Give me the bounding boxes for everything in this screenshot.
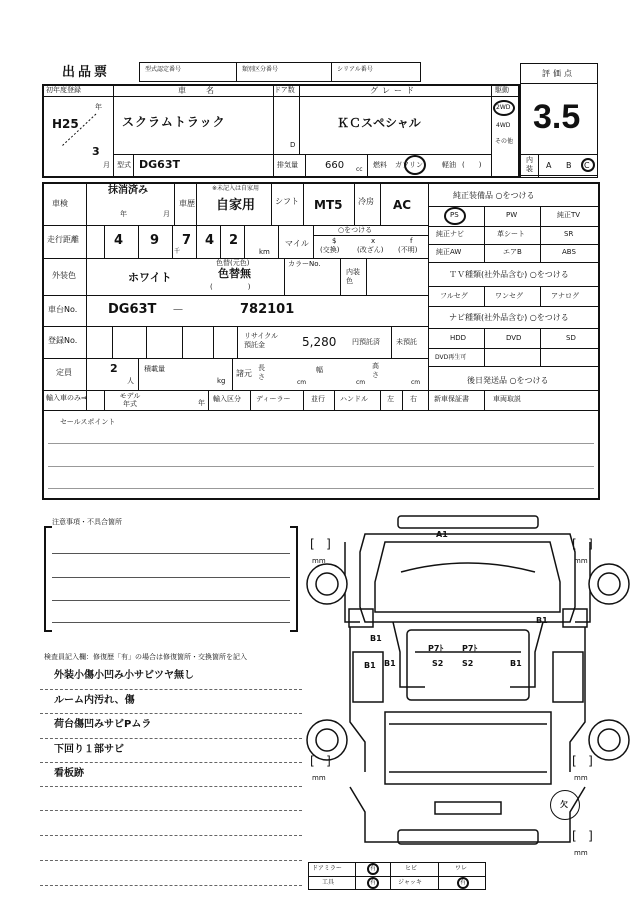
note-line-3: 荷台傷凹みサビPムラ bbox=[54, 719, 152, 730]
fuel-gasoline-circle bbox=[404, 155, 426, 175]
class-number-label: 類別区分番号 bbox=[242, 66, 279, 73]
displacement: 660 bbox=[325, 160, 345, 171]
damage-mark-s2-left: S2 bbox=[432, 659, 444, 668]
navi-title: ナビ種類(社外品含む) ○をつける bbox=[449, 313, 569, 322]
mileage-digit-2: 9 bbox=[150, 233, 160, 248]
chassis-number: 782101 bbox=[240, 302, 295, 317]
note-line-5: 看板跡 bbox=[54, 768, 84, 779]
inspection-value: 抹消済み bbox=[108, 185, 148, 196]
interior-grade-c: C bbox=[584, 161, 590, 170]
options-title: 純正装備品 ○をつける bbox=[453, 191, 535, 200]
damage-mark-b1-left: B1 bbox=[370, 634, 382, 643]
damage-mark-p7-right: P7ﾄ bbox=[462, 644, 478, 653]
damage-mark-a1: A1 bbox=[436, 530, 448, 539]
chassis-prefix: DG63T bbox=[108, 302, 157, 317]
damage-mark-b1-left-low: B1 bbox=[364, 661, 376, 670]
model-code: DG63T bbox=[139, 158, 180, 171]
color-label: 外装色 bbox=[52, 271, 76, 280]
inspection-label: 車検 bbox=[52, 199, 68, 208]
note-line-1: 外装小傷小凹み小サビツヤ無し bbox=[54, 670, 194, 681]
spare-missing-mark: 欠 bbox=[560, 800, 568, 809]
after-ship-title: 後日発送品 ○をつける bbox=[467, 376, 549, 385]
sales-points-label: セールスポイント bbox=[60, 418, 116, 426]
first-reg-era: H25 bbox=[52, 117, 79, 131]
first-registration-label: 初年度登録 bbox=[46, 86, 81, 94]
note-line-4: 下回り１部サビ bbox=[54, 744, 124, 755]
first-reg-month: 3 bbox=[92, 145, 100, 158]
shift-value: MT5 bbox=[314, 198, 343, 212]
header-code-box bbox=[139, 62, 421, 82]
score-label: 評価点 bbox=[542, 69, 575, 78]
color-change-value: 色替無 bbox=[218, 267, 251, 280]
recycle-fee: 5,280 bbox=[302, 335, 337, 349]
note-line-2: ルーム内汚れ、傷 bbox=[54, 695, 135, 706]
form-title: 出品票 bbox=[62, 65, 111, 80]
car-name: スクラムトラック bbox=[122, 115, 226, 129]
mileage-digit-1: 4 bbox=[114, 233, 124, 248]
damage-mark-p7-left: P7ﾄ bbox=[428, 644, 444, 653]
damage-mark-s2-right: S2 bbox=[462, 659, 474, 668]
tv-title: ＴＶ種類(社外品含む) ○をつける bbox=[449, 270, 569, 279]
mileage-digit-3: 7 bbox=[182, 233, 192, 248]
damage-mark-b1-right-low: B1 bbox=[510, 659, 522, 668]
inspector-note-label: 検査員記入欄：修復歴「有」の場合は修復箇所・交換箇所を記入 bbox=[44, 653, 247, 661]
capacity-label: 定員 bbox=[56, 368, 72, 377]
score-value: 3.5 bbox=[533, 98, 581, 136]
serial-number-label: シリアル番号 bbox=[337, 66, 373, 73]
type-cert-label: 型式認定番号 bbox=[145, 66, 182, 73]
mileage-label: 走行距離 bbox=[47, 235, 79, 244]
registration-label: 登録No. bbox=[48, 336, 78, 345]
damage-mark-b1-mid: B1 bbox=[384, 659, 396, 668]
chassis-label: 車台No. bbox=[48, 305, 78, 314]
capacity-value: 2 bbox=[110, 362, 118, 375]
notes-label: 注意事項・不具合箇所 bbox=[52, 518, 122, 526]
damage-mark-b1-right: B1 bbox=[536, 616, 548, 625]
exterior-color: ホワイト bbox=[128, 271, 172, 284]
ac-value: AC bbox=[393, 198, 412, 212]
mileage-digit-5: 2 bbox=[229, 233, 239, 248]
grade-value: ＫＣスペシャル bbox=[337, 116, 421, 130]
history-value: 自家用 bbox=[216, 198, 256, 213]
mileage-digit-4: 4 bbox=[205, 233, 215, 248]
